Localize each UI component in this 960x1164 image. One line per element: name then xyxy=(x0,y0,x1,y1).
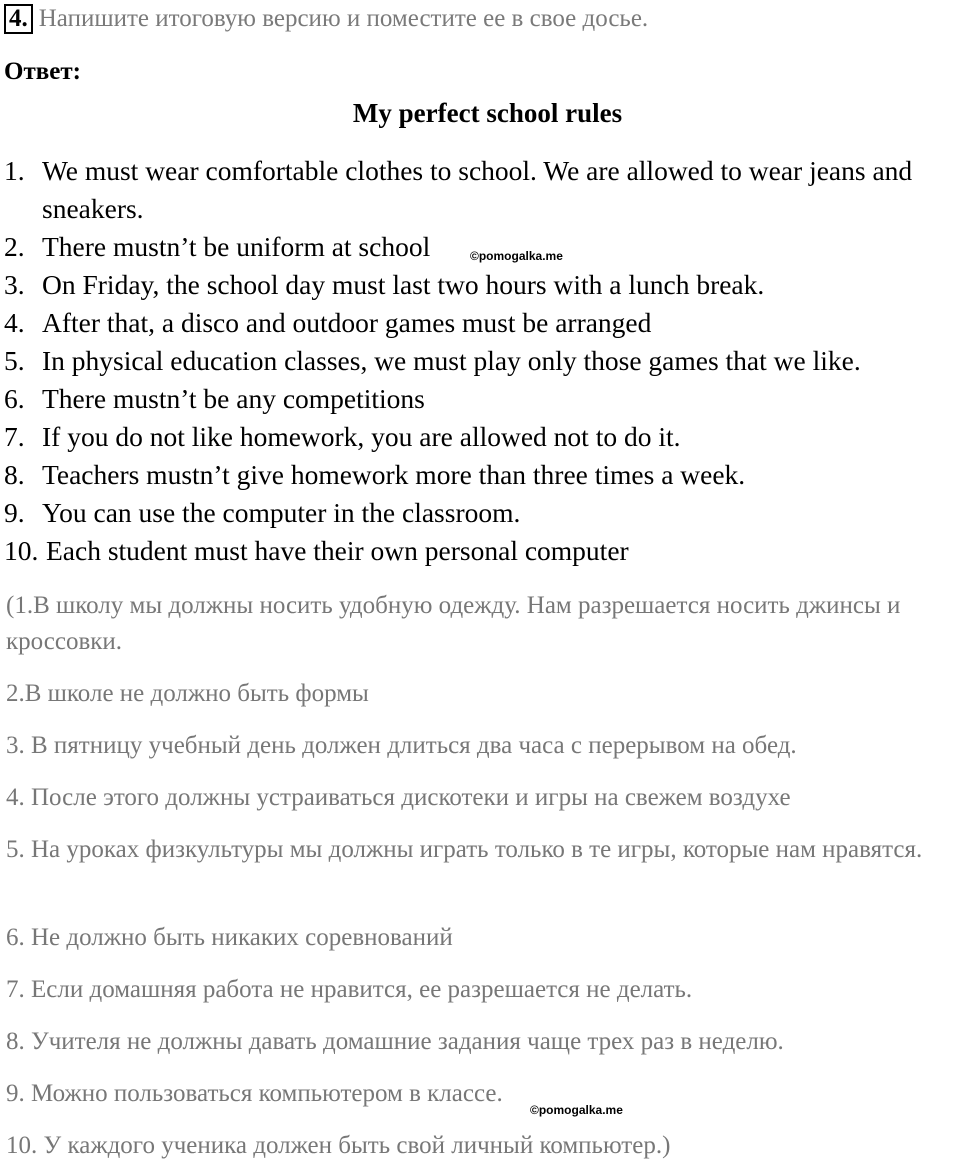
rule-item xyxy=(0,456,745,494)
rule-number: 10. xyxy=(4,535,39,566)
rule-text: In physical education classes, we must play only those games that we like. xyxy=(42,345,861,376)
rule-item xyxy=(0,228,430,266)
rule-item xyxy=(0,304,651,342)
rule-number: 7. xyxy=(4,421,25,452)
translation-paragraph: 6. Не должно быть никаких соревнований xyxy=(6,924,453,951)
rule-text: There mustn’t be any competitions xyxy=(42,383,425,414)
rule-number: 5. xyxy=(4,345,25,376)
rule-text: There mustn’t be uniform at school xyxy=(42,231,431,262)
translation-paragraph: 8. Учителя не должны давать домашние задания чаще трех раз в неделю. xyxy=(6,1028,784,1055)
rule-item xyxy=(0,342,861,380)
rule-number: 6. xyxy=(4,383,25,414)
rule-number: 2. xyxy=(4,231,25,262)
essay-title: My perfect school rules xyxy=(352,98,623,128)
translation-paragraph: 4. После этого должны устраиваться дискотеки и игры на свежем воздухе xyxy=(6,784,791,811)
rule-item xyxy=(0,380,425,418)
translation-paragraph: 2.В школе не должно быть формы xyxy=(6,680,369,707)
translation-paragraph: 10. У каждого ученика должен быть свой личный компьютер.) xyxy=(6,1132,671,1159)
rule-text: We must wear comfortable clothes to school. We are allowed to wear jeans and xyxy=(42,155,913,186)
rule-item xyxy=(0,532,629,570)
rule-item xyxy=(0,494,520,532)
task-text: Напишите итоговую версию и поместите ее в свое досье. xyxy=(38,5,649,32)
rule-item xyxy=(0,418,681,456)
task-heading xyxy=(4,4,648,34)
rule-number: 8. xyxy=(4,459,25,490)
rule-text: Teachers mustn’t give homework more than three times a week. xyxy=(42,459,746,490)
rule-text: Each student must have their own personal computer xyxy=(46,535,629,566)
rule-text-continued: sneakers. xyxy=(42,193,144,224)
watermark: ©pomogalka.me xyxy=(470,249,563,263)
translation-paragraph: (1.В школу мы должны носить удобную одежду. Нам разрешается носить джинсы и кроссовки. xyxy=(6,592,901,655)
translation-paragraph: 9. Можно пользоваться компьютером в классе. xyxy=(6,1080,503,1107)
rule-number: 1. xyxy=(4,155,25,186)
rule-number: 9. xyxy=(4,497,25,528)
rule-item xyxy=(0,152,912,228)
rule-text: After that, a disco and outdoor games must be arranged xyxy=(42,307,652,338)
rule-item xyxy=(0,266,764,304)
translation-paragraph: 3. В пятницу учебный день должен длиться два часа с перерывом на обед. xyxy=(6,732,797,759)
rule-number: 3. xyxy=(4,269,25,300)
rule-text: You can use the computer in the classroom. xyxy=(42,497,521,528)
task-number-box: 4. xyxy=(4,4,33,34)
rule-number: 4. xyxy=(4,307,25,338)
rule-text: On Friday, the school day must last two hours with a lunch break. xyxy=(42,269,765,300)
translation-paragraph: 7. Если домашняя работа не нравится, ее разрешается не делать. xyxy=(6,976,693,1003)
answer-label: Ответ: xyxy=(4,58,81,85)
rule-text: If you do not like homework, you are allowed not to do it. xyxy=(42,421,681,452)
watermark: ©pomogalka.me xyxy=(530,1103,623,1117)
translation-paragraph: 5. На уроках физкультуры мы должны играть только в те игры, которые нам нравятся. xyxy=(6,836,923,863)
